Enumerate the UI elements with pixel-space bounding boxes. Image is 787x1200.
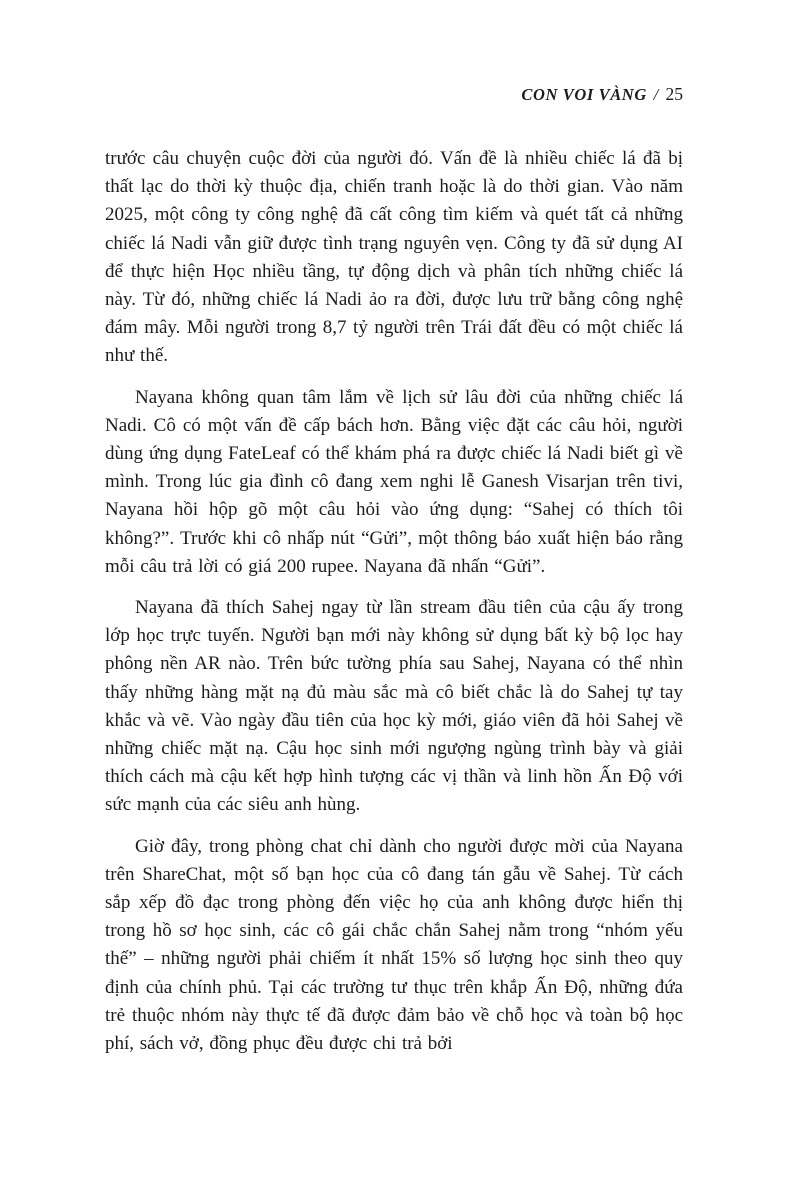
- page-number: 25: [665, 84, 683, 104]
- paragraph: Nayana đã thích Sahej ngay từ lần stream đầu tiên của cậu ấy trong lớp học trực tuyến. Người bạn mới này không sử dụng bất kỳ bộ lọc hay phông nền AR nào. Trên bức tường phía sau Sahej, Nayana có thể nhìn thấy những hàng mặt nạ đủ màu sắc mà cô biết chắc là do Sahej tự tay khắc và vẽ. Vào ngày đầu tiên của học kỳ mới, giáo viên đã hỏi Sahej về những chiếc mặt nạ. Cậu học sinh mới ngượng ngùng trình bày và giải thích cách mà cậu kết hợp hình tượng các vị thần và linh hồn Ấn Độ với sức mạnh của các siêu anh hùng.: [105, 597, 683, 816]
- page-body-text: [105, 145, 683, 1058]
- running-head-separator: /: [653, 85, 659, 104]
- paragraph: Giờ đây, trong phòng chat chỉ dành cho người được mời của Nayana trên ShareChat, một số bạn học của cô đang tán gẫu về Sahej. Từ cách sắp xếp đồ đạc trong phòng đến việc họ của anh không được hiển thị trong hồ sơ học sinh, các cô gái chắc chắn Sahej nằm trong “nhóm yếu thế” – những người phải chiếm ít nhất 15% số lượng học sinh theo quy định của chính phủ. Tại các trường tư thục trên khắp Ấn Độ, những đứa trẻ thuộc nhóm này thực tế đã được đảm bảo về chỗ học và toàn bộ học phí, sách vở, đồng phục đều được chi trả bởi: [105, 835, 683, 1055]
- paragraph: Nayana không quan tâm lắm về lịch sử lâu đời của những chiếc lá Nadi. Cô có một vấn đề cấp bách hơn. Bằng việc đặt các câu hỏi, người dùng ứng dụng FateLeaf có thể khám phá ra được chiếc lá Nadi biết gì về mình. Trong lúc gia đình cô đang xem nghi lễ Ganesh Visarjan trên tivi, Nayana hồi hộp gõ một câu hỏi vào ứng dụng: “Sahej có thích tôi không?”. Trước khi cô nhấp nút “Gửi”, một thông báo xuất hiện báo rằng mỗi câu trả lời có giá 200 rupee. Nayana đã nhấn “Gửi”.: [105, 386, 683, 577]
- paragraph-continuation: trước câu chuyện cuộc đời của người đó. Vấn đề là nhiều chiếc lá đã bị thất lạc do thời kỳ thuộc địa, chiến tranh hoặc là do thời gian. Vào năm 2025, một công ty công nghệ đã cất công tìm kiếm và quét tất cả những chiếc lá Nadi vẫn giữ được tình trạng nguyên vẹn. Công ty đã sử dụng AI để thực hiện Học nhiều tầng, tự động dịch và phân tích những chiếc lá này. Từ đó, những chiếc lá Nadi ảo ra đời, được lưu trữ bằng công nghệ đám mây. Mỗi người trong 8,7 tỷ người trên Trái đất đều có một chiếc lá như thế.: [105, 148, 683, 367]
- running-head-title: CON VOI VÀNG: [521, 85, 647, 104]
- running-header: [105, 84, 683, 105]
